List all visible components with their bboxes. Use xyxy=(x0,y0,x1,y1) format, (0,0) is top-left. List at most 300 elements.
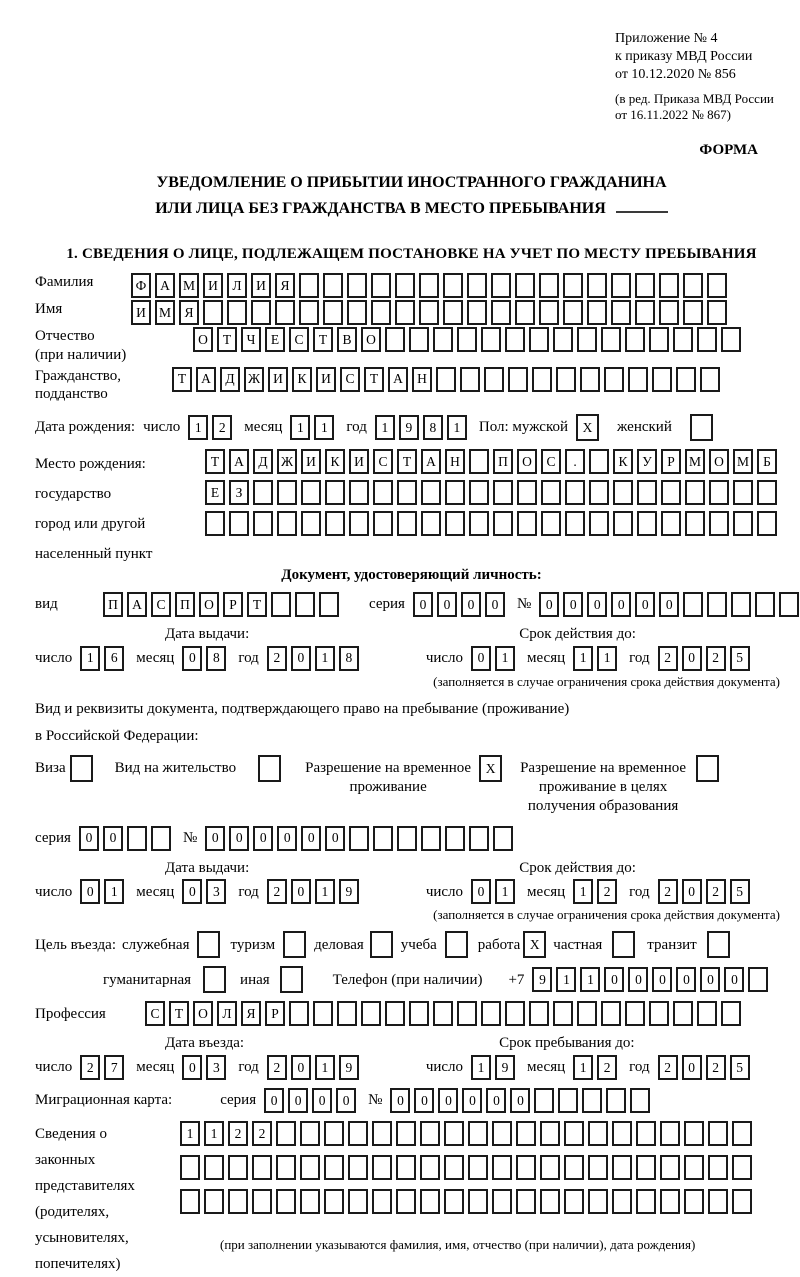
form-cell[interactable] xyxy=(611,300,631,325)
form-cell[interactable] xyxy=(70,755,93,782)
form-cell[interactable]: 0 xyxy=(205,826,225,851)
form-cell[interactable] xyxy=(709,480,729,505)
form-cell[interactable] xyxy=(604,367,624,392)
form-cell[interactable] xyxy=(491,273,511,298)
form-cell[interactable] xyxy=(373,480,393,505)
form-cell[interactable] xyxy=(516,1189,536,1214)
form-cell[interactable]: Р xyxy=(661,449,681,474)
form-cell[interactable] xyxy=(515,273,535,298)
form-cell[interactable] xyxy=(587,300,607,325)
form-cell[interactable] xyxy=(637,511,657,536)
form-cell[interactable]: 0 xyxy=(264,1088,284,1113)
form-cell[interactable]: 8 xyxy=(423,415,443,440)
form-cell[interactable] xyxy=(460,367,480,392)
form-cell[interactable] xyxy=(409,327,429,352)
form-cell[interactable]: 3 xyxy=(206,1055,226,1080)
form-cell[interactable]: С xyxy=(145,1001,165,1026)
form-cell[interactable] xyxy=(372,1189,392,1214)
form-cell[interactable] xyxy=(577,1001,597,1026)
form-cell[interactable]: С xyxy=(373,449,393,474)
form-cell[interactable] xyxy=(588,1121,608,1146)
temp-residence-checkbox[interactable] xyxy=(479,755,506,782)
form-cell[interactable]: 8 xyxy=(206,646,226,671)
form-cell[interactable]: 0 xyxy=(682,646,702,671)
form-cell[interactable]: Т xyxy=(217,327,237,352)
form-cell[interactable] xyxy=(396,1121,416,1146)
form-cell[interactable] xyxy=(508,367,528,392)
form-cell[interactable] xyxy=(258,755,281,782)
form-cell[interactable] xyxy=(469,826,489,851)
form-cell[interactable]: 0 xyxy=(390,1088,410,1113)
form-cell[interactable] xyxy=(661,511,681,536)
form-cell[interactable] xyxy=(283,931,306,958)
form-cell[interactable] xyxy=(396,1155,416,1180)
birthdate-year-cells[interactable] xyxy=(375,415,471,440)
form-cell[interactable] xyxy=(659,300,679,325)
form-cell[interactable] xyxy=(565,511,585,536)
form-cell[interactable]: 0 xyxy=(563,592,583,617)
form-cell[interactable]: 1 xyxy=(447,415,467,440)
form-cell[interactable]: Н xyxy=(412,367,432,392)
form-cell[interactable] xyxy=(409,1001,429,1026)
doc-series-cells[interactable] xyxy=(413,592,509,617)
form-cell[interactable] xyxy=(685,511,705,536)
form-cell[interactable]: 0 xyxy=(253,826,273,851)
form-cell[interactable]: Т xyxy=(172,367,192,392)
form-cell[interactable]: X xyxy=(576,414,599,441)
rvp-valid-day-cells[interactable] xyxy=(471,879,519,904)
form-cell[interactable]: О xyxy=(193,327,213,352)
form-cell[interactable] xyxy=(373,511,393,536)
form-cell[interactable] xyxy=(299,300,319,325)
doc-number-cells[interactable] xyxy=(539,592,800,617)
form-cell[interactable] xyxy=(612,931,635,958)
form-cell[interactable] xyxy=(721,1001,741,1026)
form-cell[interactable] xyxy=(325,511,345,536)
form-cell[interactable] xyxy=(588,1155,608,1180)
purpose-option-checkbox-sluzhebnaya[interactable] xyxy=(197,931,224,958)
form-cell[interactable]: Д xyxy=(253,449,273,474)
form-cell[interactable] xyxy=(203,300,223,325)
form-cell[interactable] xyxy=(467,273,487,298)
form-cell[interactable]: М xyxy=(733,449,753,474)
form-cell[interactable]: К xyxy=(613,449,633,474)
form-cell[interactable] xyxy=(421,826,441,851)
form-cell[interactable] xyxy=(660,1189,680,1214)
form-cell[interactable] xyxy=(419,273,439,298)
surname-cells[interactable] xyxy=(131,273,731,298)
form-cell[interactable] xyxy=(636,1121,656,1146)
form-cell[interactable]: С xyxy=(340,367,360,392)
form-cell[interactable] xyxy=(421,480,441,505)
form-cell[interactable] xyxy=(436,367,456,392)
form-cell[interactable]: И xyxy=(203,273,223,298)
rvp-series-cells[interactable] xyxy=(79,826,175,851)
form-cell[interactable] xyxy=(611,273,631,298)
form-cell[interactable] xyxy=(493,826,513,851)
form-cell[interactable] xyxy=(564,1155,584,1180)
form-cell[interactable]: 1 xyxy=(80,646,100,671)
form-cell[interactable] xyxy=(684,1155,704,1180)
form-cell[interactable]: Л xyxy=(227,273,247,298)
form-cell[interactable] xyxy=(601,327,621,352)
form-cell[interactable]: 0 xyxy=(288,1088,308,1113)
form-cell[interactable] xyxy=(385,1001,405,1026)
form-cell[interactable]: 2 xyxy=(706,646,726,671)
form-cell[interactable]: А xyxy=(388,367,408,392)
form-cell[interactable] xyxy=(481,327,501,352)
form-cell[interactable]: С xyxy=(541,449,561,474)
form-cell[interactable]: 2 xyxy=(252,1121,272,1146)
form-cell[interactable] xyxy=(558,1088,578,1113)
form-cell[interactable] xyxy=(659,273,679,298)
form-cell[interactable]: С xyxy=(151,592,171,617)
form-cell[interactable] xyxy=(492,1155,512,1180)
purpose-option-checkbox-ucheba[interactable] xyxy=(445,931,472,958)
form-cell[interactable] xyxy=(553,327,573,352)
form-cell[interactable] xyxy=(709,511,729,536)
form-cell[interactable] xyxy=(395,300,415,325)
form-cell[interactable] xyxy=(637,480,657,505)
form-cell[interactable] xyxy=(295,592,315,617)
form-cell[interactable]: 0 xyxy=(587,592,607,617)
form-cell[interactable] xyxy=(517,480,537,505)
form-cell[interactable]: 5 xyxy=(730,879,750,904)
form-cell[interactable] xyxy=(433,1001,453,1026)
form-cell[interactable] xyxy=(721,327,741,352)
form-cell[interactable]: 0 xyxy=(437,592,457,617)
birthplace-cells-row3[interactable] xyxy=(205,511,781,536)
form-cell[interactable]: Н xyxy=(445,449,465,474)
form-cell[interactable] xyxy=(252,1155,272,1180)
form-cell[interactable]: Я xyxy=(275,273,295,298)
form-cell[interactable]: И xyxy=(301,449,321,474)
form-cell[interactable] xyxy=(289,1001,309,1026)
form-cell[interactable] xyxy=(613,480,633,505)
form-cell[interactable]: 0 xyxy=(604,967,624,992)
form-cell[interactable] xyxy=(697,327,717,352)
form-cell[interactable] xyxy=(684,1189,704,1214)
form-cell[interactable]: 2 xyxy=(658,646,678,671)
form-cell[interactable]: 2 xyxy=(597,879,617,904)
entry-day-cells[interactable] xyxy=(80,1055,128,1080)
form-cell[interactable]: Ф xyxy=(131,273,151,298)
form-cell[interactable]: 0 xyxy=(462,1088,482,1113)
form-cell[interactable]: П xyxy=(175,592,195,617)
rvp-number-cells[interactable] xyxy=(205,826,517,851)
purpose-option-checkbox-chastnaya[interactable] xyxy=(612,931,639,958)
form-cell[interactable] xyxy=(707,300,727,325)
form-cell[interactable] xyxy=(589,480,609,505)
purpose-option-checkbox-delovaya[interactable] xyxy=(370,931,397,958)
form-cell[interactable] xyxy=(708,1121,728,1146)
form-cell[interactable] xyxy=(541,480,561,505)
form-cell[interactable] xyxy=(676,367,696,392)
form-cell[interactable]: 2 xyxy=(228,1121,248,1146)
form-cell[interactable] xyxy=(700,367,720,392)
form-cell[interactable] xyxy=(613,511,633,536)
form-cell[interactable]: 1 xyxy=(180,1121,200,1146)
representatives-cells-row3[interactable] xyxy=(180,1189,756,1214)
form-cell[interactable] xyxy=(373,826,393,851)
form-cell[interactable]: Р xyxy=(223,592,243,617)
form-cell[interactable] xyxy=(612,1121,632,1146)
form-cell[interactable] xyxy=(685,480,705,505)
form-cell[interactable] xyxy=(757,511,777,536)
form-cell[interactable]: 1 xyxy=(315,879,335,904)
form-cell[interactable] xyxy=(395,273,415,298)
form-cell[interactable]: 0 xyxy=(413,592,433,617)
form-cell[interactable] xyxy=(324,1155,344,1180)
form-cell[interactable] xyxy=(372,1155,392,1180)
form-cell[interactable]: 0 xyxy=(301,826,321,851)
form-cell[interactable] xyxy=(505,327,525,352)
form-cell[interactable]: 0 xyxy=(182,879,202,904)
form-cell[interactable]: М xyxy=(155,300,175,325)
form-cell[interactable] xyxy=(587,273,607,298)
form-cell[interactable] xyxy=(445,826,465,851)
form-cell[interactable]: К xyxy=(292,367,312,392)
representatives-cells-row1[interactable] xyxy=(180,1121,756,1146)
form-cell[interactable] xyxy=(420,1189,440,1214)
form-cell[interactable] xyxy=(516,1155,536,1180)
form-cell[interactable]: Ж xyxy=(244,367,264,392)
form-cell[interactable] xyxy=(445,480,465,505)
form-cell[interactable] xyxy=(151,826,171,851)
form-cell[interactable]: 5 xyxy=(730,1055,750,1080)
form-cell[interactable] xyxy=(419,300,439,325)
form-cell[interactable] xyxy=(275,300,295,325)
citizenship-cells[interactable] xyxy=(172,367,724,392)
form-cell[interactable] xyxy=(649,1001,669,1026)
form-cell[interactable] xyxy=(469,449,489,474)
form-cell[interactable]: О xyxy=(199,592,219,617)
form-cell[interactable] xyxy=(625,1001,645,1026)
form-cell[interactable]: 7 xyxy=(104,1055,124,1080)
form-cell[interactable]: 0 xyxy=(291,879,311,904)
form-cell[interactable] xyxy=(580,367,600,392)
form-cell[interactable] xyxy=(539,300,559,325)
rvp-issue-day-cells[interactable] xyxy=(80,879,128,904)
form-cell[interactable] xyxy=(420,1121,440,1146)
form-cell[interactable] xyxy=(779,592,799,617)
form-cell[interactable] xyxy=(433,327,453,352)
form-cell[interactable] xyxy=(707,931,730,958)
phone-cells[interactable] xyxy=(532,967,772,992)
form-cell[interactable] xyxy=(577,327,597,352)
form-cell[interactable] xyxy=(421,511,441,536)
form-cell[interactable] xyxy=(628,367,648,392)
form-cell[interactable] xyxy=(748,967,768,992)
representatives-cells-row2[interactable] xyxy=(180,1155,756,1180)
form-cell[interactable] xyxy=(228,1189,248,1214)
form-cell[interactable] xyxy=(696,755,719,782)
birthdate-day-cells[interactable] xyxy=(188,415,236,440)
doc-valid-year-cells[interactable] xyxy=(658,646,754,671)
form-cell[interactable]: 0 xyxy=(229,826,249,851)
residence-permit-checkbox[interactable] xyxy=(258,755,285,782)
form-cell[interactable] xyxy=(299,273,319,298)
form-cell[interactable]: 1 xyxy=(188,415,208,440)
form-cell[interactable]: 2 xyxy=(706,1055,726,1080)
form-cell[interactable] xyxy=(732,1121,752,1146)
form-cell[interactable] xyxy=(636,1155,656,1180)
form-cell[interactable]: 2 xyxy=(267,1055,287,1080)
form-cell[interactable] xyxy=(372,1121,392,1146)
form-cell[interactable]: 0 xyxy=(461,592,481,617)
form-cell[interactable] xyxy=(277,511,297,536)
form-cell[interactable] xyxy=(683,273,703,298)
form-cell[interactable]: А xyxy=(155,273,175,298)
form-cell[interactable]: 1 xyxy=(204,1121,224,1146)
form-cell[interactable]: 5 xyxy=(730,646,750,671)
birthdate-month-cells[interactable] xyxy=(290,415,338,440)
form-cell[interactable]: О xyxy=(193,1001,213,1026)
form-cell[interactable]: 0 xyxy=(291,1055,311,1080)
form-cell[interactable] xyxy=(540,1189,560,1214)
form-cell[interactable] xyxy=(276,1189,296,1214)
form-cell[interactable]: И xyxy=(251,273,271,298)
form-cell[interactable] xyxy=(582,1088,602,1113)
form-cell[interactable] xyxy=(180,1155,200,1180)
form-cell[interactable]: 0 xyxy=(486,1088,506,1113)
form-cell[interactable]: Т xyxy=(397,449,417,474)
form-cell[interactable] xyxy=(589,511,609,536)
form-cell[interactable] xyxy=(348,1189,368,1214)
form-cell[interactable]: 0 xyxy=(80,879,100,904)
form-cell[interactable]: Т xyxy=(169,1001,189,1026)
form-cell[interactable] xyxy=(370,931,393,958)
firstname-cells[interactable] xyxy=(131,300,731,325)
form-cell[interactable] xyxy=(529,327,549,352)
form-cell[interactable]: 1 xyxy=(495,646,515,671)
form-cell[interactable] xyxy=(348,1155,368,1180)
sex-female-checkbox[interactable] xyxy=(690,414,717,441)
form-cell[interactable]: В xyxy=(337,327,357,352)
form-cell[interactable]: 2 xyxy=(706,879,726,904)
stay-month-cells[interactable] xyxy=(573,1055,621,1080)
form-cell[interactable] xyxy=(349,480,369,505)
form-cell[interactable] xyxy=(397,480,417,505)
form-cell[interactable]: 1 xyxy=(104,879,124,904)
form-cell[interactable] xyxy=(397,826,417,851)
purpose-option-checkbox-inaya[interactable] xyxy=(280,966,307,993)
form-cell[interactable]: 1 xyxy=(573,1055,593,1080)
form-cell[interactable] xyxy=(635,273,655,298)
form-cell[interactable] xyxy=(661,480,681,505)
form-cell[interactable]: 1 xyxy=(573,646,593,671)
form-cell[interactable]: . xyxy=(565,449,585,474)
form-cell[interactable]: 9 xyxy=(339,1055,359,1080)
form-cell[interactable]: 9 xyxy=(399,415,419,440)
form-cell[interactable] xyxy=(371,273,391,298)
form-cell[interactable] xyxy=(541,511,561,536)
form-cell[interactable] xyxy=(229,511,249,536)
form-cell[interactable]: 1 xyxy=(290,415,310,440)
form-cell[interactable] xyxy=(469,511,489,536)
form-cell[interactable] xyxy=(467,300,487,325)
form-cell[interactable]: 0 xyxy=(182,646,202,671)
form-cell[interactable] xyxy=(280,966,303,993)
form-cell[interactable] xyxy=(732,1155,752,1180)
form-cell[interactable] xyxy=(300,1121,320,1146)
form-cell[interactable] xyxy=(444,1155,464,1180)
form-cell[interactable] xyxy=(515,300,535,325)
form-cell[interactable]: Я xyxy=(179,300,199,325)
form-cell[interactable]: 0 xyxy=(471,879,491,904)
form-cell[interactable] xyxy=(204,1155,224,1180)
migration-series-cells[interactable] xyxy=(264,1088,360,1113)
form-cell[interactable]: 0 xyxy=(510,1088,530,1113)
form-cell[interactable] xyxy=(347,273,367,298)
form-cell[interactable] xyxy=(708,1189,728,1214)
form-cell[interactable] xyxy=(540,1155,560,1180)
form-cell[interactable]: 0 xyxy=(628,967,648,992)
form-cell[interactable]: 1 xyxy=(597,646,617,671)
form-cell[interactable]: О xyxy=(517,449,537,474)
form-cell[interactable] xyxy=(732,1189,752,1214)
form-cell[interactable] xyxy=(444,1121,464,1146)
form-cell[interactable] xyxy=(683,300,703,325)
form-cell[interactable] xyxy=(301,511,321,536)
form-cell[interactable] xyxy=(708,1155,728,1180)
form-cell[interactable] xyxy=(517,511,537,536)
form-cell[interactable]: 0 xyxy=(471,646,491,671)
form-cell[interactable] xyxy=(324,1121,344,1146)
form-cell[interactable] xyxy=(323,273,343,298)
form-cell[interactable]: 9 xyxy=(339,879,359,904)
stay-year-cells[interactable] xyxy=(658,1055,754,1080)
form-cell[interactable] xyxy=(516,1121,536,1146)
purpose-option-checkbox-tranzit[interactable] xyxy=(707,931,734,958)
form-cell[interactable] xyxy=(484,367,504,392)
form-cell[interactable]: 2 xyxy=(597,1055,617,1080)
form-cell[interactable] xyxy=(271,592,291,617)
visa-checkbox[interactable] xyxy=(70,755,97,782)
form-cell[interactable] xyxy=(532,367,552,392)
form-cell[interactable] xyxy=(277,480,297,505)
form-cell[interactable]: 1 xyxy=(471,1055,491,1080)
form-cell[interactable] xyxy=(684,1121,704,1146)
form-cell[interactable] xyxy=(481,1001,501,1026)
patronymic-cells[interactable] xyxy=(193,327,745,352)
form-cell[interactable]: 0 xyxy=(682,879,702,904)
form-cell[interactable]: Р xyxy=(265,1001,285,1026)
form-cell[interactable]: 0 xyxy=(438,1088,458,1113)
form-cell[interactable] xyxy=(540,1121,560,1146)
form-cell[interactable] xyxy=(589,449,609,474)
form-cell[interactable]: 0 xyxy=(652,967,672,992)
form-cell[interactable]: 0 xyxy=(676,967,696,992)
form-cell[interactable]: 0 xyxy=(485,592,505,617)
rvp-issue-month-cells[interactable] xyxy=(182,879,230,904)
form-cell[interactable] xyxy=(197,931,220,958)
form-cell[interactable] xyxy=(445,931,468,958)
doc-issue-month-cells[interactable] xyxy=(182,646,230,671)
form-cell[interactable] xyxy=(469,480,489,505)
form-cell[interactable]: Л xyxy=(217,1001,237,1026)
entry-year-cells[interactable] xyxy=(267,1055,363,1080)
form-cell[interactable]: 0 xyxy=(611,592,631,617)
migration-number-cells[interactable] xyxy=(390,1088,654,1113)
form-cell[interactable]: О xyxy=(709,449,729,474)
form-cell[interactable]: Т xyxy=(205,449,225,474)
form-cell[interactable] xyxy=(468,1155,488,1180)
form-cell[interactable] xyxy=(553,1001,573,1026)
form-cell[interactable]: Д xyxy=(220,367,240,392)
form-cell[interactable] xyxy=(505,1001,525,1026)
form-cell[interactable] xyxy=(348,1121,368,1146)
